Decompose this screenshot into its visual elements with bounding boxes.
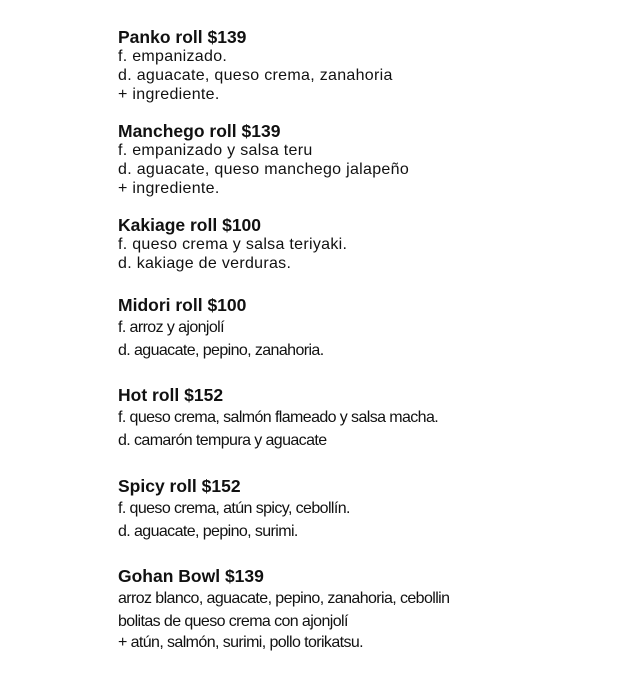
item-inside: d. camarón tempura y aguacate — [118, 432, 327, 449]
item-title — [118, 476, 618, 496]
item-description: bolitas de queso crema con ajonjolí — [118, 613, 348, 630]
item-title — [118, 385, 618, 405]
item-filling: f. queso crema, salmón flameado y salsa macha. — [118, 409, 439, 426]
item-title — [118, 27, 618, 47]
menu-item-panko-roll — [118, 27, 618, 104]
item-title — [118, 566, 618, 586]
item-title — [118, 215, 618, 235]
item-name: Hot roll — [118, 385, 180, 405]
item-extra: + atún, salmón, surimi, pollo torikatsu. — [118, 634, 364, 651]
item-filling: f. empanizado y salsa teru — [118, 142, 313, 159]
item-name: Midori roll — [118, 295, 203, 315]
item-price: $152 — [201, 476, 241, 496]
item-title — [118, 295, 618, 315]
item-name: Kakiage roll — [118, 215, 218, 235]
item-inside: d. aguacate, queso manchego jalapeño — [118, 161, 410, 178]
item-name: Spicy roll — [118, 476, 197, 496]
item-name: Gohan Bowl — [118, 566, 221, 586]
menu-item-gohan-bowl — [118, 566, 618, 653]
menu-item-kakiage-roll — [118, 215, 618, 273]
item-name: Panko roll — [118, 27, 203, 47]
item-filling: f. queso crema, atún spicy, cebollín. — [118, 500, 350, 517]
item-filling: f. arroz y ajonjolí — [118, 319, 224, 336]
item-extra: + ingrediente. — [118, 180, 220, 197]
menu-item-midori-roll — [118, 295, 618, 362]
menu-item-hot-roll — [118, 385, 618, 452]
item-filling: f. empanizado. — [118, 48, 228, 65]
item-price: $152 — [184, 385, 224, 405]
item-name: Manchego roll — [118, 121, 237, 141]
item-price: $139 — [207, 27, 247, 47]
item-inside: d. kakiage de verduras. — [118, 255, 292, 272]
menu-item-spicy-roll — [118, 476, 618, 543]
item-inside: d. aguacate, pepino, zanahoria. — [118, 342, 324, 359]
item-description: arroz blanco, aguacate, pepino, zanahoria, cebollin — [118, 590, 450, 607]
item-inside: d. aguacate, queso crema, zanahoria — [118, 67, 393, 84]
item-filling: f. queso crema y salsa teriyaki. — [118, 236, 348, 253]
item-extra: + ingrediente. — [118, 86, 220, 103]
item-price: $100 — [222, 215, 262, 235]
item-title — [118, 121, 618, 141]
item-price: $139 — [241, 121, 281, 141]
item-price: $100 — [207, 295, 247, 315]
item-price: $139 — [224, 566, 264, 586]
item-inside: d. aguacate, pepino, surimi. — [118, 523, 298, 540]
menu-item-manchego-roll — [118, 121, 618, 198]
